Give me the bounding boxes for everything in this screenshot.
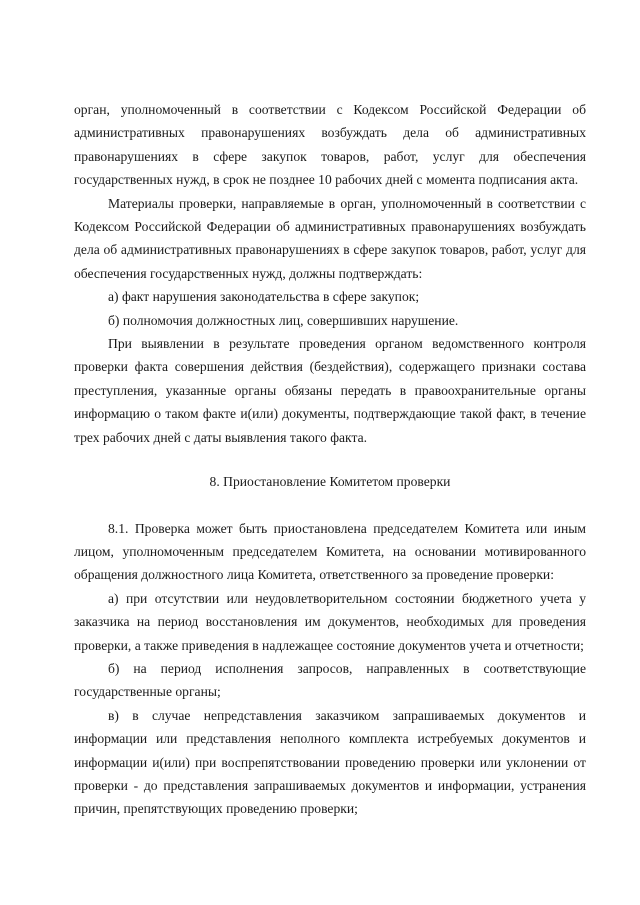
section-heading: 8. Приостановление Комитетом проверки <box>209 474 451 490</box>
list-item-a-accounting: а) при отсутствии или неудовлетворительном состоянии бюджетного учета у заказчика на период восстановления им документов, необходимых для проведения проверки, а также приведения в надлежащее состояние документов учета и отчетности; <box>74 590 586 653</box>
paragraph-crime-detection: При выявлении в результате проведения органом ведомственного контроля проверки факта совершения действия (бездействия), содержащего признаки состава преступления, указанные органы обязаны передать в правоохранительные органы информацию о таком факте и(или) документы, подтверждающие такой факт, в течение трех рабочих дней с даты выявления такого факта. <box>74 336 586 445</box>
paragraph-8-1: 8.1. Проверка может быть приостановлена председателем Комитета или иным лицом, уполномоченным председателем Комитета, на основании мотивированного обращения должностного лица Комитета, ответственного за проведение проверки: <box>74 520 586 583</box>
paragraph-materials: Материалы проверки, направляемые в орган, уполномоченный в соответствии с Кодексом Российской Федерации об административных правонарушениях возбуждать дела об административных правонарушениях в сфере закупок товаров, работ, услуг для обеспечения государственных нужд, должны подтверждать: <box>74 195 586 281</box>
list-item-a: а) факт нарушения законодательства в сфере закупок; <box>108 289 420 305</box>
list-item-b-requests: б) на период исполнения запросов, направленных в соответствующие государственные органы; <box>74 660 586 700</box>
document-page <box>74 98 586 821</box>
paragraph-continuation: орган, уполномоченный в соответствии с Кодексом Российской Федерации об административных правонарушениях возбуждать дела об административных правонарушениях в сфере закупок товаров, работ, услуг для обеспечения государственных нужд, в срок не позднее 10 рабочих дней с момента подписания акта. <box>74 102 586 188</box>
list-item-b: б) полномочия должностных лиц, совершивших нарушение. <box>108 312 459 328</box>
list-item-v-documents: в) в случае непредставления заказчиком запрашиваемых документов и информации или представления неполного комплекта истребуемых документов и информации и(или) при воспрепятствовании проведению проверки или уклонении от проверки - до представления запрашиваемых документов и информации, устранения причин, препятствующих проведению проверки; <box>74 707 586 817</box>
